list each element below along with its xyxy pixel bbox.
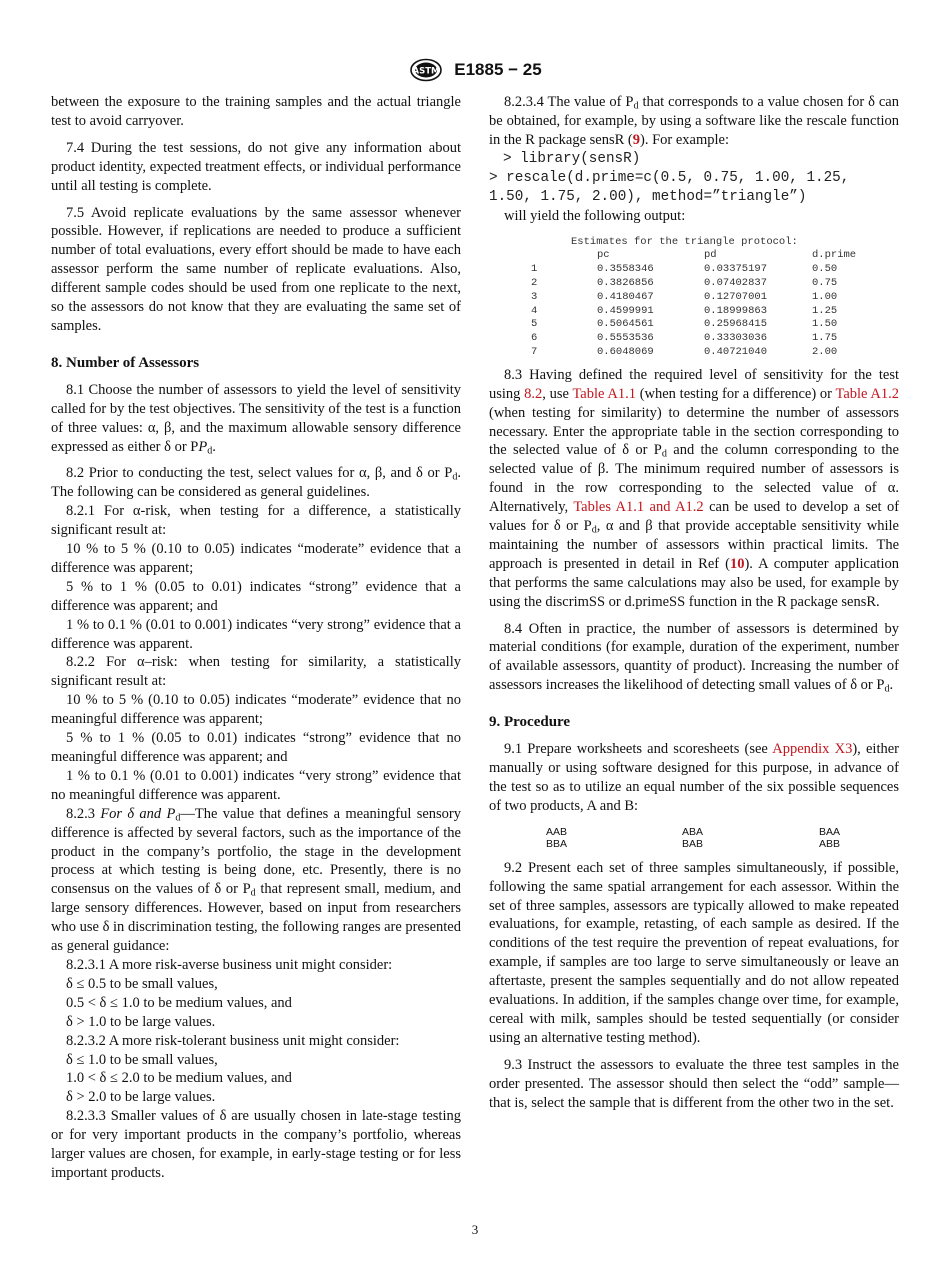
sequence-cell: BBA <box>546 838 568 851</box>
list-item: 10 % to 5 % (0.10 to 0.05) indicates “moderate” evidence that a difference was apparent; <box>51 541 461 576</box>
paragraph-9-2: 9.2 Present each set of three samples simultaneously, if possible, following the same spatial arrangement for each assessor. Within the set of three samples, assessors are typically allowed to make repeated evaluations, for example, retasting, of each sample as desired. If the conditions of the test require the prevention of repeat evaluations, for example, if samples are too large to serve simultaneously or leave an aftertaste, present the samples sequentially and do not allow repeated evaluations. In addition, if the samples change over time, for example, cereal with milk, samples should be tested sequentially (or consider using an alternative testing method). <box>489 859 899 1046</box>
table-link[interactable]: Table A1.2 <box>835 385 899 402</box>
table-cell: 0.25968415 <box>704 318 768 331</box>
list-item: δ > 1.0 to be large values. <box>66 1013 216 1030</box>
svg-text:ASTM: ASTM <box>412 66 440 77</box>
page-header <box>0 58 950 82</box>
paragraph-7-5: 7.5 Avoid replicate evaluations by the same assessor whenever possible. However, if replications are needed to produce a sufficient number of total evaluations, every effort should be made to have each assessor perform the same number of replicate evaluations. Also, different sample codes should be used from one replicate to the next, so the assessors do not know that they are evaluating the same set of samples. <box>51 204 461 334</box>
r-output-table <box>489 236 899 360</box>
sequence-cell: BAB <box>682 838 704 851</box>
table-cell: 7 <box>531 346 538 358</box>
document-id: E1885 − 25 <box>454 60 542 79</box>
table-cell: 1.75 <box>812 332 838 345</box>
list-item: 10 % to 5 % (0.10 to 0.05) indicates “moderate” evidence that no meaningful difference was apparent; <box>51 692 461 728</box>
table-row <box>489 346 899 360</box>
page-number: 3 <box>471 1222 479 1237</box>
reference-link[interactable]: 9 <box>632 131 641 148</box>
paragraph-9-3: 9.3 Instruct the assessors to evaluate the three test samples in the order presented. The assessor should then select the “odd” sample—that is, select the sample that is different from the other two in the set. <box>489 1056 899 1111</box>
paragraph-8-3: 8.3 Having defined the required level of sensitivity for the test using 8.2, use Table A1.1 (when testing for a difference) or Table A1.2 (when testing for similarity) to determine the number of assessors necessary. Enter the appropriate table in the section corresponding to the selected value of δ or $P_d$ and the column corresponding to the selected value of β. The minimum required number of assessors is found in the row corresponding to the selected value of α. Alternatively, Tables A1.1 and A1.2 can be used to develop a set of values for δ or $P_d$, α and β that provide acceptable sensitivity while maintaining the number of assessors within practical limits. The approach is presented in detail in Ref (10). A computer application that performs the same calculations may also be used, for example by using the discrimSS or d.primeSS function in the R package sensR. <box>489 366 900 610</box>
table-cell: pc <box>597 249 610 262</box>
paragraph-8-2: 8.2 Prior to conducting the test, select values for α, β, and δ or $P_d$. The following can be considered as general guidelines. <box>51 465 461 501</box>
table-cell: 2.00 <box>812 346 838 358</box>
table-cell: 0.6048069 <box>597 346 654 358</box>
table-link[interactable]: Tables A1.1 and A1.2 <box>573 499 704 516</box>
table-cell: 1.00 <box>812 290 838 303</box>
table-row <box>489 249 899 263</box>
table-cell: 0.33303036 <box>704 332 768 345</box>
paragraph-8-1: 8.1 Choose the number of assessors to yield the level of sensitivity called for by the test objectives. The sensitivity of the test is a function of three values: α, β, and the maximum allowable sensory difference expressed as either δ or $PP_d$. <box>51 381 461 457</box>
table-cell: 1.50 <box>812 318 838 331</box>
sequence-table <box>489 826 899 851</box>
table-cell: 0.40721040 <box>704 346 768 358</box>
list-item: 5 % to 1 % (0.05 to 0.01) indicates “strong” evidence that no meaningful difference was apparent; and <box>51 730 461 765</box>
table-row <box>489 277 899 291</box>
paragraph-8-4: 8.4 Often in practice, the number of assessors is determined by material conditions (for example, duration of the experiment, number of available assessors, quantity of product). Increasing the number of assessors increases the likelihood of detecting small values of δ or $P_d$. <box>489 620 899 695</box>
astm-logo-icon <box>408 58 444 82</box>
list-item: 5 % to 1 % (0.05 to 0.01) indicates “strong” evidence that a difference was apparent; and <box>51 578 461 614</box>
list-item: 1.0 < δ ≤ 2.0 to be medium values, and <box>66 1070 292 1087</box>
table-cell: 4 <box>531 304 538 317</box>
table-cell: 0.5553536 <box>597 332 654 345</box>
paragraph-9-1: 9.1 Prepare worksheets and scoresheets (see Appendix X3), either manually or using software designed for this purpose, in advance of the test so as to utilize an equal number of the six possible sequences of two products, A and B: <box>489 741 899 814</box>
table-cell: 0.3826856 <box>597 277 654 290</box>
paragraph-8-2-1: 8.2.1 For α-risk, when testing for a difference, a statistically significant result at: <box>51 503 461 539</box>
table-cell: 0.07402837 <box>704 277 768 290</box>
section-8-heading: 8. Number of Assessors <box>51 354 200 371</box>
paragraph-8-2-3-1: 8.2.3.1 A more risk-averse business unit might consider: <box>66 956 393 973</box>
table-cell: pd <box>704 249 717 262</box>
sequence-cell: BAA <box>819 825 841 838</box>
table-row <box>489 332 899 346</box>
table-row <box>489 291 899 305</box>
table-cell: 3 <box>531 290 538 303</box>
code-line: 1.50, 1.75, 2.00), method=”triangle”) <box>489 188 807 205</box>
table-row <box>489 318 899 332</box>
sequence-cell: ABB <box>819 838 841 851</box>
left-column <box>51 93 461 1183</box>
table-row <box>489 305 899 319</box>
table-cell: 0.18999863 <box>704 304 768 317</box>
paragraph-8-2-2: 8.2.2 For α–risk: when testing for similarity, a statistically significant result at: <box>51 654 461 690</box>
table-cell: d.prime <box>812 249 857 262</box>
table-cell: 0.4180467 <box>597 290 654 303</box>
paragraph-8-2-3-3: 8.2.3.3 Smaller values of δ are usually chosen in late-stage testing or for very important products in the company’s portfolio, whereas larger values are chosen, for example, in early-stage testing or for less important products. <box>51 1108 461 1181</box>
table-cell: 0.50 <box>812 263 838 276</box>
section-link[interactable]: 8.2 <box>524 385 543 402</box>
appendix-link[interactable]: Appendix X3 <box>772 741 853 758</box>
table-cell: 6 <box>531 332 538 345</box>
table-cell: 1 <box>531 263 538 276</box>
list-item: δ ≤ 0.5 to be small values, <box>66 975 218 992</box>
r-output-title: Estimates for the triangle protocol: <box>571 235 798 248</box>
code-line: > rescale(d.prime=c(0.5, 0.75, 1.00, 1.25, <box>489 169 850 186</box>
list-item: 0.5 < δ ≤ 1.0 to be medium values, and <box>66 994 292 1011</box>
sequence-row <box>489 826 899 839</box>
paragraph-8-2-3-4: 8.2.3.4 The value of $P_d$ that corresponds to a value chosen for δ can be obtained, for example, by using a software like the rescale function in the R package sensR (9). For example: <box>489 94 899 148</box>
reference-link[interactable]: 10 <box>729 555 745 572</box>
output-intro: will yield the following output: <box>504 207 686 224</box>
list-item: δ ≤ 1.0 to be small values, <box>66 1051 218 1068</box>
table-cell: 0.4599991 <box>597 304 654 317</box>
table-link[interactable]: Table A1.1 <box>572 385 636 402</box>
code-line: > library(sensR) <box>503 150 641 167</box>
right-column <box>489 93 899 1121</box>
table-cell: 0.5064561 <box>597 318 654 331</box>
table-cell: 5 <box>531 318 538 331</box>
table-cell: 0.03375197 <box>704 263 768 276</box>
paragraph-7-4: 7.4 During the test sessions, do not give any information about product identity, expected treatment effects, or individual performance until all testing is complete. <box>51 139 461 194</box>
table-row <box>489 263 899 277</box>
paragraph-8-2-3-2: 8.2.3.2 A more risk-tolerant business unit might consider: <box>66 1032 400 1049</box>
sequence-row <box>489 838 899 851</box>
table-cell: 1.25 <box>812 304 838 317</box>
paragraph-7-3-cont: between the exposure to the training samples and the actual triangle test to avoid carryover. <box>51 94 461 129</box>
table-cell: 0.75 <box>812 277 838 290</box>
table-cell: 0.3558346 <box>597 263 654 276</box>
list-item: δ > 2.0 to be large values. <box>66 1089 216 1106</box>
list-item: 1 % to 0.1 % (0.01 to 0.001) indicates “very strong” evidence that no meaningful difference was apparent. <box>51 767 461 803</box>
sequence-cell: AAB <box>546 825 568 838</box>
table-cell: 2 <box>531 277 538 290</box>
list-item: 1 % to 0.1 % (0.01 to 0.001) indicates “very strong” evidence that a difference was apparent. <box>51 616 461 652</box>
section-9-heading: 9. Procedure <box>489 714 571 731</box>
paragraph-8-2-3: 8.2.3 For δ and $P_d—The$ value that defines a meaningful sensory difference is affected by several factors, such as the importance of the product in the company’s portfolio, the stage in the development process at which testing is being done, etc. Presently, there is no consensus on the values of δ or $P_d$ that represent small, medium, and large sensory differences. However, based on input from researchers who use δ in discrimination testing, the following ranges are presented as general guidance: <box>51 805 461 955</box>
table-cell: 0.12707001 <box>704 290 768 303</box>
sequence-cell: ABA <box>682 825 704 838</box>
